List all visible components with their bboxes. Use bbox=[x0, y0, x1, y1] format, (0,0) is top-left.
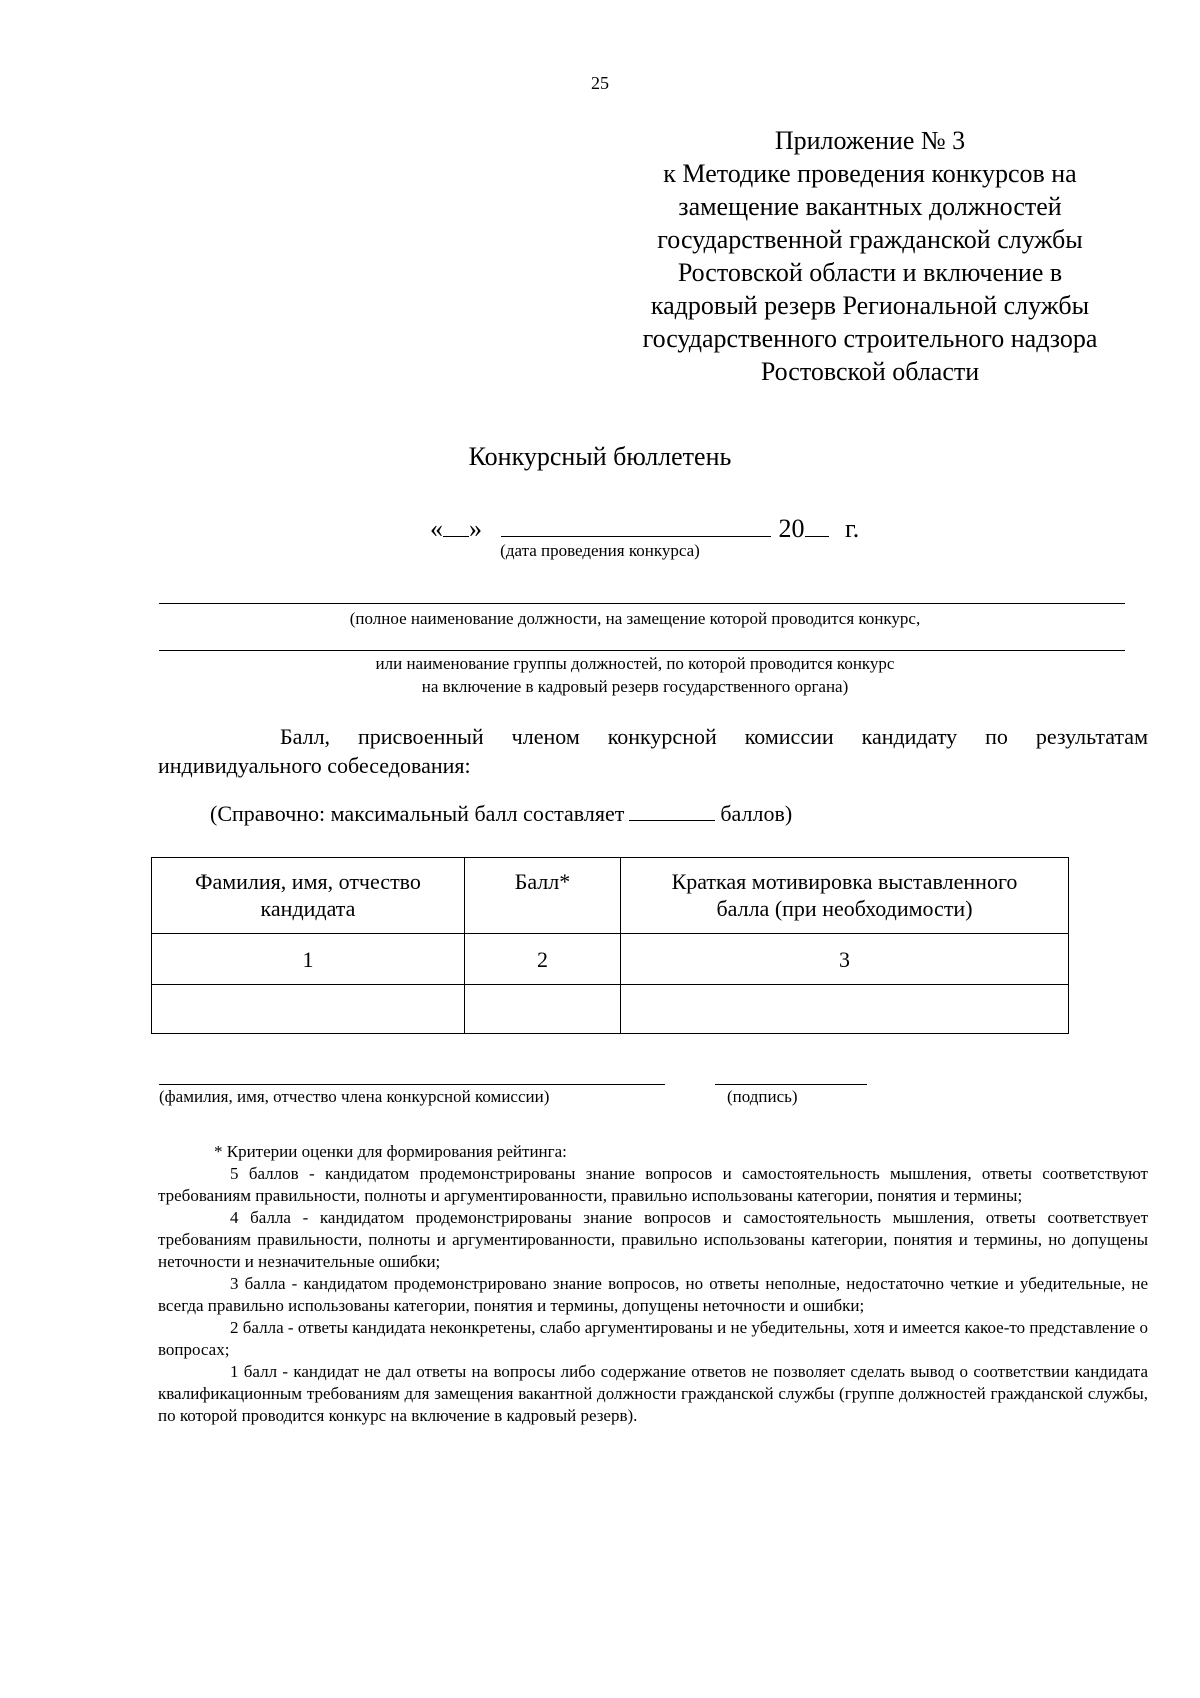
empty-cell bbox=[152, 985, 465, 1034]
date-line bbox=[430, 510, 859, 544]
header-score: Балл* bbox=[465, 858, 621, 934]
position-line bbox=[159, 650, 1125, 651]
appendix-line: кадровый резерв Региональной службы bbox=[650, 291, 1090, 320]
year-prefix: 20 bbox=[778, 514, 805, 543]
position-caption: или наименование группы должностей, по которой проводится конкурс bbox=[375, 654, 895, 673]
table-header-row bbox=[152, 858, 1069, 934]
appendix-line: к Методике проведения конкурсов на bbox=[663, 159, 1077, 188]
position-line bbox=[159, 603, 1125, 604]
column-number: 1 bbox=[152, 934, 465, 985]
month-blank bbox=[501, 510, 771, 537]
appendix-line: государственной гражданской службы bbox=[657, 225, 1083, 254]
date-caption: (дата проведения конкурса) bbox=[500, 541, 700, 560]
column-number: 3 bbox=[621, 934, 1069, 985]
year-suffix: г. bbox=[845, 514, 860, 543]
appendix-line: Приложение № 3 bbox=[774, 126, 966, 155]
name-signature-line bbox=[159, 1084, 665, 1085]
signature-caption: (подпись) bbox=[727, 1087, 798, 1106]
criteria-title: * Критерии оценки для формирования рейтинга: bbox=[214, 1142, 567, 1161]
criteria-item: 4 балла - кандидатом продемонстрированы знание вопросов и самостоятельность мышления, ответы соответствует требованиям правильности, полноты и аргументированности, правильно использованы категории, понятия и термины, но допущены неточности и незначительные ошибки; bbox=[158, 1208, 1148, 1271]
date-open-quote: « bbox=[430, 514, 443, 543]
table-row bbox=[152, 985, 1069, 1034]
appendix-line: Ростовской области bbox=[760, 357, 980, 386]
date-close-quote: » bbox=[469, 514, 482, 543]
empty-cell bbox=[621, 985, 1069, 1034]
appendix-line: государственного строительного надзора bbox=[642, 324, 1098, 353]
appendix-line: Ростовской области и включение в bbox=[677, 258, 1063, 287]
appendix-line: замещение вакантных должностей bbox=[678, 192, 1062, 221]
position-caption: (полное наименование должности, на замещение которой проводится конкурс, bbox=[349, 609, 921, 628]
column-number: 2 bbox=[465, 934, 621, 985]
appendix-heading bbox=[590, 124, 1150, 388]
criteria-item: 5 баллов - кандидатом продемонстрированы знание вопросов и самостоятельность мышления, ответы соответствуют требованиям правильности, полноты и аргументированности, правильно использованы категории, понятия и термины; bbox=[158, 1164, 1148, 1205]
header-motivation: Краткая мотивировка выставленного балла (при необходимости) bbox=[621, 858, 1069, 934]
year-blank bbox=[805, 510, 829, 537]
page-number: 25 bbox=[591, 73, 609, 93]
score-paragraph: Балл, присвоенный членом конкурсной комиссии кандидату по результатам индивидуального собеседования: bbox=[158, 724, 1148, 778]
criteria-item: 1 балл - кандидат не дал ответы на вопросы либо содержание ответов не позволяет сделать вывод о соответствии кандидата квалификационным требованиям для замещения вакантной должности гражданской службы (группе должностей гражданской службы, по которой проводится конкурс на включение в кадровый резерв). bbox=[158, 1362, 1148, 1425]
table-row bbox=[152, 934, 1069, 985]
max-score-blank bbox=[629, 800, 715, 821]
position-caption: на включение в кадровый резерв государственного органа) bbox=[421, 677, 849, 696]
results-table bbox=[151, 857, 1069, 1034]
day-blank bbox=[443, 510, 469, 537]
criteria-item: 2 балла - ответы кандидата неконкретены, слабо аргументированы и не убедительны, хотя и имеется какое-то представление о вопросах; bbox=[158, 1318, 1148, 1359]
signature-line bbox=[715, 1084, 867, 1085]
ballot-title: Конкурсный бюллетень bbox=[468, 442, 732, 471]
member-name-caption: (фамилия, имя, отчество члена конкурсной комиссии) bbox=[159, 1087, 550, 1106]
criteria-section bbox=[158, 1141, 1148, 1427]
header-candidate: Фамилия, имя, отчество кандидата bbox=[152, 858, 465, 934]
criteria-item: 3 балла - кандидатом продемонстрировано знание вопросов, но ответы неполные, недостаточно четкие и убедительные, не всегда правильно использованы категории, понятия и термины, допущены неточности и ошибки; bbox=[158, 1274, 1148, 1315]
reference-note: (Справочно: максимальный балл составляет баллов) bbox=[210, 801, 793, 826]
empty-cell bbox=[465, 985, 621, 1034]
